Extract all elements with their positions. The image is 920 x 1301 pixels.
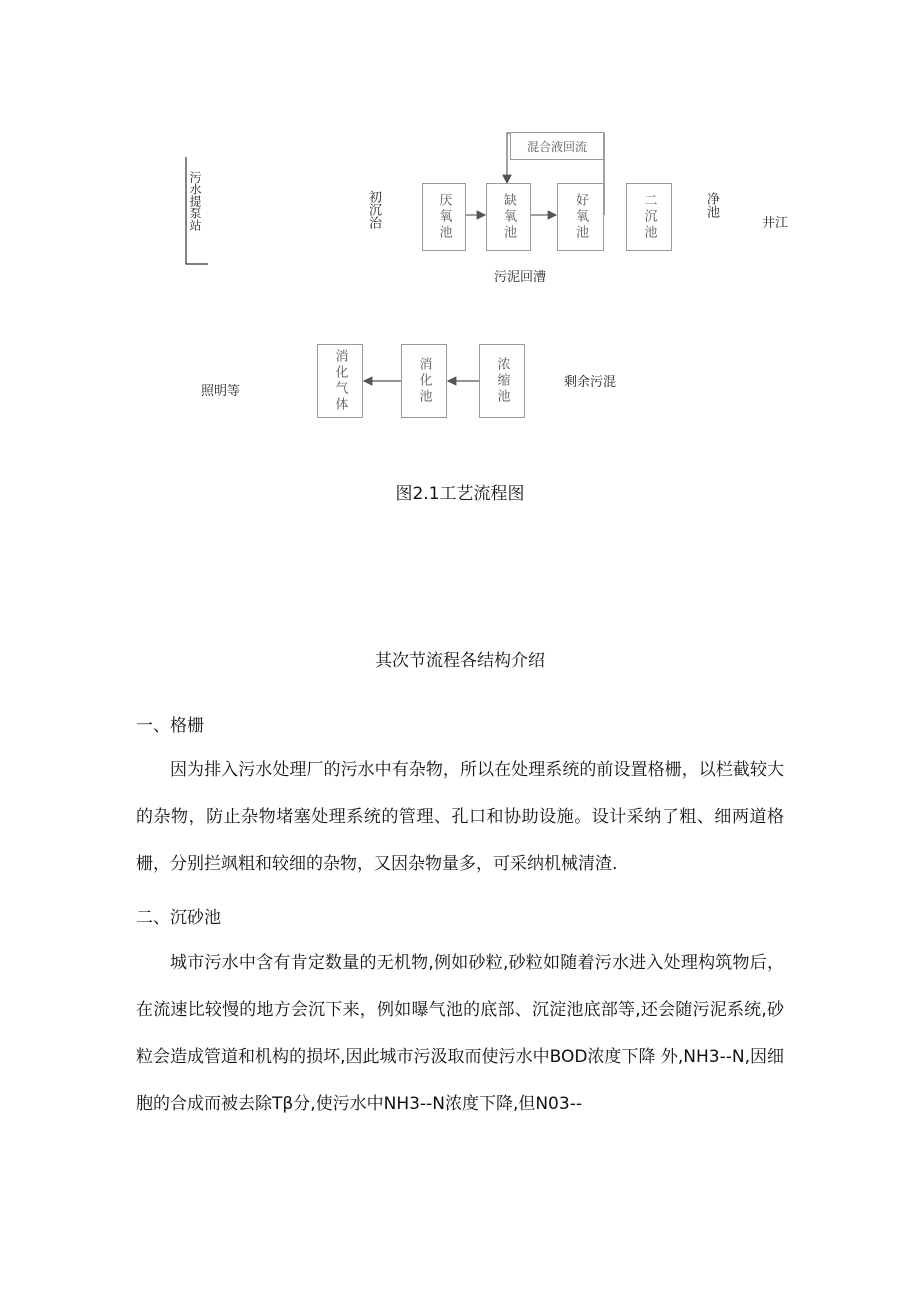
anaerobic-tank — [422, 183, 466, 251]
figure-caption: 图2.1工艺流程图 — [395, 484, 525, 504]
recycle-label-box — [510, 132, 604, 160]
section-heading: 其次节流程各结构介绍 — [375, 651, 545, 671]
sludge-return-label: 污泥回漕 — [494, 270, 547, 285]
recycle-label: 混合液回流 — [526, 139, 587, 154]
primary-clarifier-label: 初沉治 — [366, 190, 381, 229]
secondary-clarifier — [626, 183, 672, 251]
pump-station-label: 污水提泵站 — [188, 171, 202, 231]
section-1-title: 一、格栅 — [136, 716, 204, 736]
clean-pool-label: 净池 — [704, 192, 719, 218]
outlet-label: 井江 — [762, 216, 789, 231]
oxic-tank-label: 好氧池 — [573, 193, 588, 241]
thickener-box — [479, 344, 525, 418]
anoxic-tank — [486, 183, 531, 251]
section-2-paragraph: 城市污水中含有肯定数量的无机物,例如砂粒,砂粒如随着污水进入处理构筑物后，在流速比较慢的地方会沉下来，例如曝气池的底部、沉淀池底部等,还会随污泥系统,砂粒会造成管道和机构的损坏,因此城市污汲取而使污水中BOD浓度下降 外,NH3--N,因细胞的合成而被去除Tβ分,使污水中NH3--N浓度下降,但N03-- — [136, 953, 784, 1114]
thickener-label: 浓缩池 — [494, 357, 510, 405]
digester-gas-label: 消化气体 — [332, 349, 348, 413]
anaerobic-tank-label: 厌氧池 — [436, 193, 452, 241]
digester-label: 消化池 — [416, 357, 432, 405]
section-2-title: 二、沉砂池 — [136, 908, 221, 928]
anoxic-tank-label: 缺氧池 — [501, 193, 516, 241]
digester-box — [401, 344, 447, 418]
secondary-clarifier-label: 二沉池 — [641, 193, 657, 241]
section-1-paragraph: 因为排入污水处理厂的污水中有杂物，所以在处理系统的前设置格栅，以栏截较大的杂物，防止杂物堵塞处理系统的管理、孔口和协助设施。设计采纳了粗、细两道格栅，分别拦飒粗和较细的杂物，又因杂物量多，可采纳机械清渣. — [136, 760, 784, 874]
excess-sludge-label: 剩余污混 — [564, 375, 617, 390]
oxic-tank — [557, 183, 604, 251]
lighting-label: 照明等 — [201, 384, 241, 399]
digester-gas-box — [317, 344, 363, 418]
